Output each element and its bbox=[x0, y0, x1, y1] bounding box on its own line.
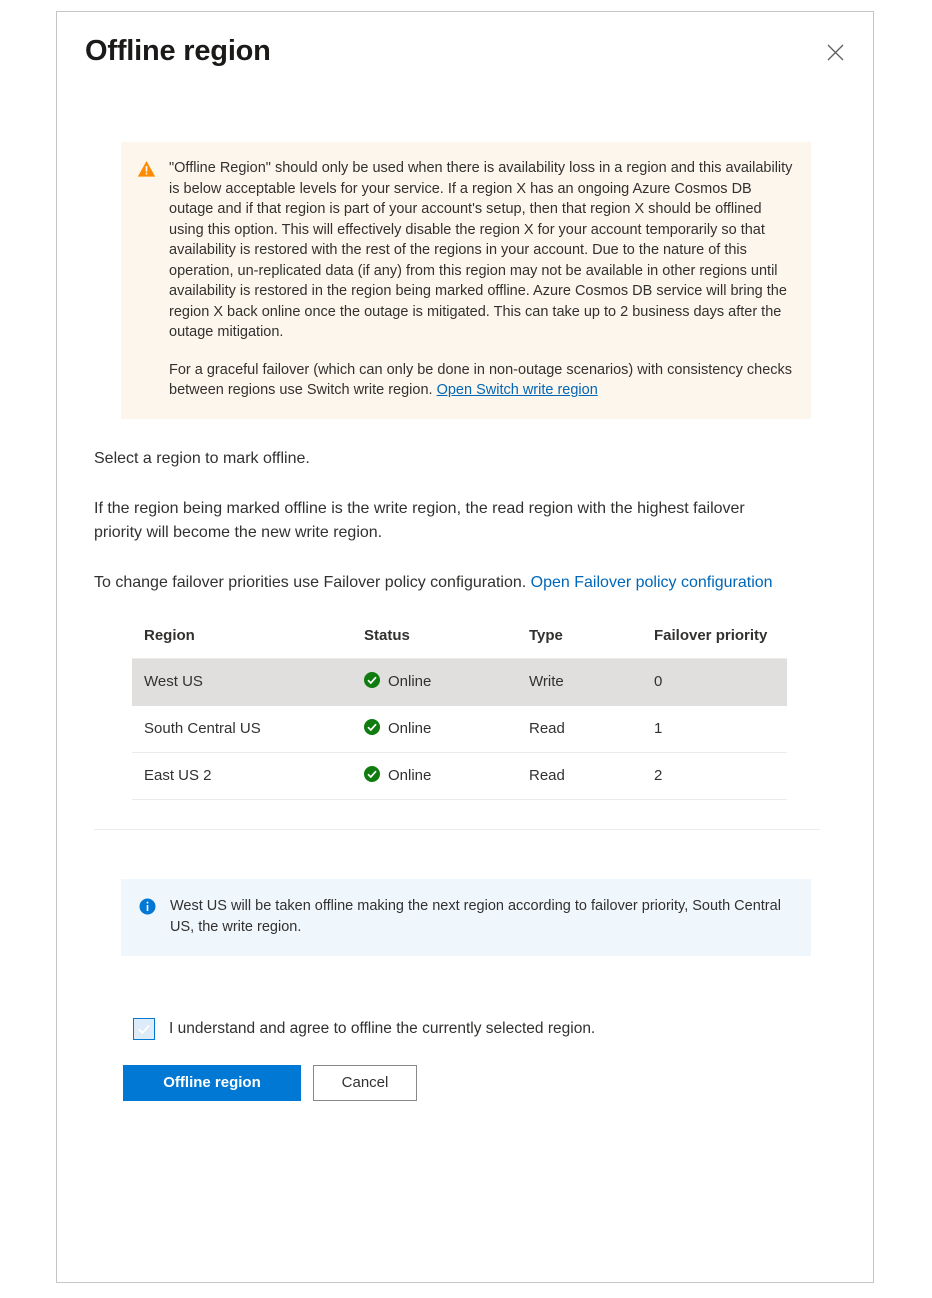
select-region-instruction: Select a region to mark offline. bbox=[94, 449, 310, 467]
check-circle-icon bbox=[364, 766, 380, 786]
warning-banner bbox=[121, 142, 811, 419]
cell-status bbox=[352, 752, 517, 799]
cell-type: Read bbox=[517, 705, 642, 752]
open-failover-policy-configuration-link[interactable]: Open Failover policy configuration bbox=[530, 573, 773, 591]
check-circle-icon bbox=[364, 719, 380, 739]
status-label: Online bbox=[388, 720, 432, 737]
consent-label: I understand and agree to offline the currently selected region. bbox=[169, 1019, 596, 1037]
status-label: Online bbox=[388, 673, 432, 690]
cell-priority: 0 bbox=[642, 658, 787, 705]
table-row[interactable] bbox=[132, 658, 787, 705]
warning-text bbox=[169, 158, 793, 401]
warning-paragraph-2-text: For a graceful failover (which can only be done in non-outage scenarios) with consistency checks between regions use Switch write region. bbox=[169, 361, 793, 398]
column-header-region: Region bbox=[132, 617, 352, 659]
warning-paragraph-1: "Offline Region" should only be used when there is availability loss in a region and this availability is below acceptable levels for your service. If a region X has an ongoing Azure Cosmos DB outage and if that region is part of your account's setup, then that region X should be offlined using this option. This will effectively disable the region X for your account temporarily so that availability is restored with the rest of the regions in your account. Due to the nature of this operation, un-replicated data (if any) from this region may not be available in other regions until availability is restored in the region being marked offline. Azure Cosmos DB service will bring the region X back online once the outage is mitigated. This can take up to 2 business days after the outage mitigation. bbox=[169, 160, 793, 340]
page-title: Offline region bbox=[85, 35, 271, 67]
info-banner bbox=[121, 879, 811, 956]
close-icon[interactable] bbox=[819, 36, 851, 68]
table-header-row bbox=[132, 617, 787, 659]
cell-region: East US 2 bbox=[132, 752, 352, 799]
offline-region-button[interactable]: Offline region bbox=[123, 1065, 301, 1101]
column-header-status: Status bbox=[352, 617, 517, 659]
cancel-button[interactable]: Cancel bbox=[313, 1065, 417, 1101]
action-buttons bbox=[123, 1065, 845, 1101]
column-header-failover-priority: Failover priority bbox=[642, 617, 787, 659]
cell-priority: 2 bbox=[642, 752, 787, 799]
cell-region: West US bbox=[132, 658, 352, 705]
info-text: West US will be taken offline making the next region according to failover priority, South Central US, the write region. bbox=[170, 897, 781, 935]
consent-row bbox=[133, 1018, 845, 1040]
status-label: Online bbox=[388, 767, 432, 784]
write-region-note: If the region being marked offline is the write region, the read region with the highest failover priority will become the new write region. bbox=[94, 499, 745, 541]
table-row[interactable] bbox=[132, 705, 787, 752]
info-icon bbox=[139, 898, 157, 920]
section-divider bbox=[94, 829, 820, 830]
cell-region: South Central US bbox=[132, 705, 352, 752]
consent-checkbox[interactable] bbox=[133, 1018, 155, 1040]
cell-status bbox=[352, 658, 517, 705]
dialog-body bbox=[57, 142, 873, 1101]
check-circle-icon bbox=[364, 672, 380, 692]
column-header-type: Type bbox=[517, 617, 642, 659]
cell-type: Write bbox=[517, 658, 642, 705]
cell-type: Read bbox=[517, 752, 642, 799]
failover-priority-note bbox=[85, 571, 784, 595]
open-switch-write-region-link[interactable]: Open Switch write region bbox=[436, 382, 598, 398]
failover-priority-text: To change failover priorities use Failover policy configuration. bbox=[94, 573, 531, 591]
regions-table bbox=[132, 617, 787, 800]
checkmark-icon bbox=[137, 1022, 151, 1036]
cell-status bbox=[352, 705, 517, 752]
warning-icon bbox=[137, 160, 157, 183]
table-row[interactable] bbox=[132, 752, 787, 799]
offline-region-dialog bbox=[56, 11, 874, 1283]
dialog-header bbox=[57, 12, 873, 76]
cell-priority: 1 bbox=[642, 705, 787, 752]
warning-paragraph-2 bbox=[169, 360, 793, 401]
